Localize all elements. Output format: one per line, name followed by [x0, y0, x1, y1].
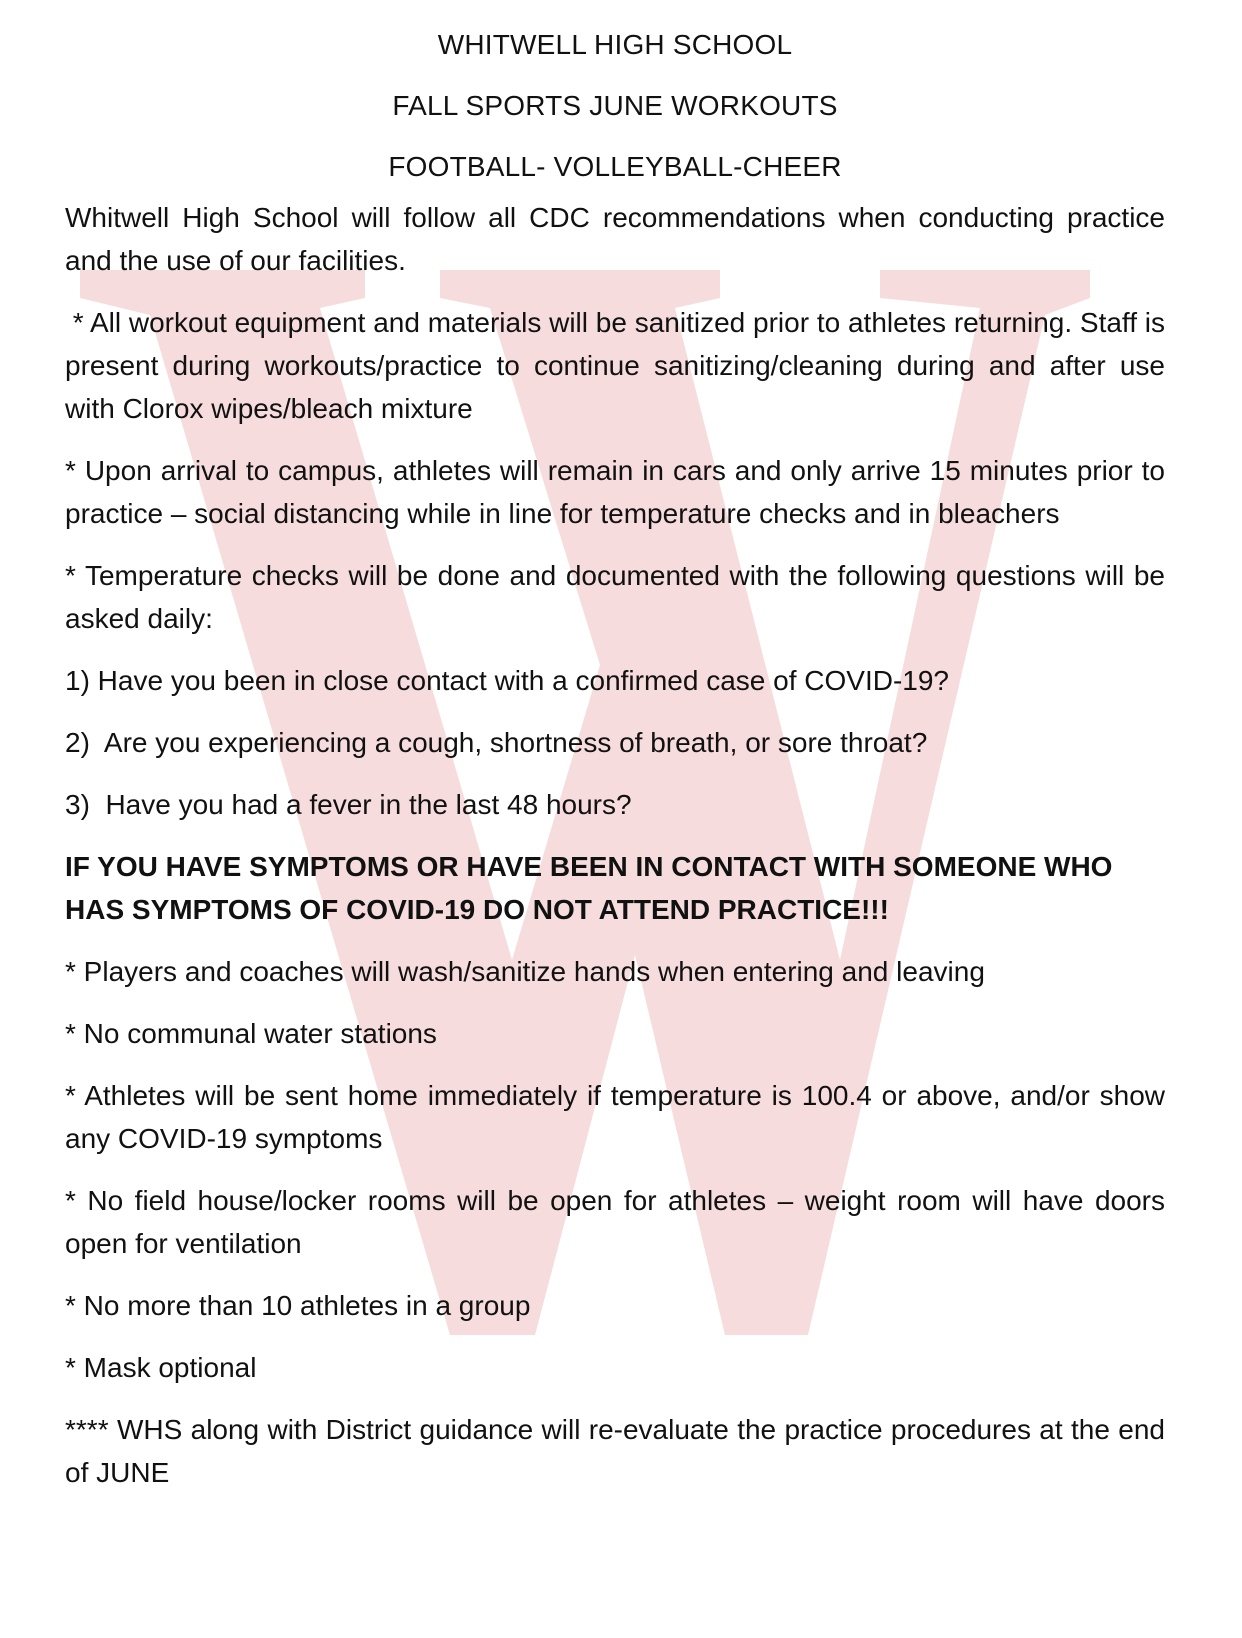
- document-page: [65, 28, 1173, 1513]
- mask-item: * Mask optional: [65, 1352, 257, 1383]
- locker-room-item: * No field house/locker rooms will be open for athletes – weight room will have doors open for ventilation: [65, 1185, 1165, 1259]
- question-2: 2) Are you experiencing a cough, shortness of breath, or sore throat?: [65, 727, 928, 758]
- intro-paragraph: Whitwell High School will follow all CDC recommendations when conducting practice and the use of our facilities.: [65, 202, 1165, 276]
- handwash-item: * Players and coaches will wash/sanitize hands when entering and leaving: [65, 956, 985, 987]
- symptoms-warning: IF YOU HAVE SYMPTOMS OR HAVE BEEN IN CONTACT WITH SOMEONE WHO HAS SYMPTOMS OF COVID-19 DO NOT ATTEND PRACTICE!!!: [65, 851, 1113, 925]
- reevaluate-note: **** WHS along with District guidance will re-evaluate the practice procedures at the end of JUNE: [65, 1414, 1165, 1488]
- water-item: * No communal water stations: [65, 1018, 437, 1049]
- temperature-paragraph: * Temperature checks will be done and documented with the following questions will be asked daily:: [65, 560, 1165, 634]
- sports-title: FOOTBALL- VOLLEYBALL-CHEER: [388, 151, 842, 182]
- sanitize-paragraph: * All workout equipment and materials will be sanitized prior to athletes returning. Staff is present during workouts/practice to continue sanitizing/cleaning during and after use with Clorox wipes/bleach mixture: [65, 307, 1173, 424]
- arrival-paragraph: * Upon arrival to campus, athletes will remain in cars and only arrive 15 minutes prior to practice – social distancing while in line for temperature checks and in bleachers: [65, 455, 1165, 529]
- question-3: 3) Have you had a fever in the last 48 hours?: [65, 789, 632, 820]
- question-1: 1) Have you been in close contact with a confirmed case of COVID-19?: [65, 665, 949, 696]
- sent-home-item: * Athletes will be sent home immediately if temperature is 100.4 or above, and/or show any COVID-19 symptoms: [65, 1080, 1165, 1154]
- group-size-item: * No more than 10 athletes in a group: [65, 1290, 531, 1321]
- workout-title: FALL SPORTS JUNE WORKOUTS: [392, 90, 838, 121]
- school-title: WHITWELL HIGH SCHOOL: [437, 29, 793, 60]
